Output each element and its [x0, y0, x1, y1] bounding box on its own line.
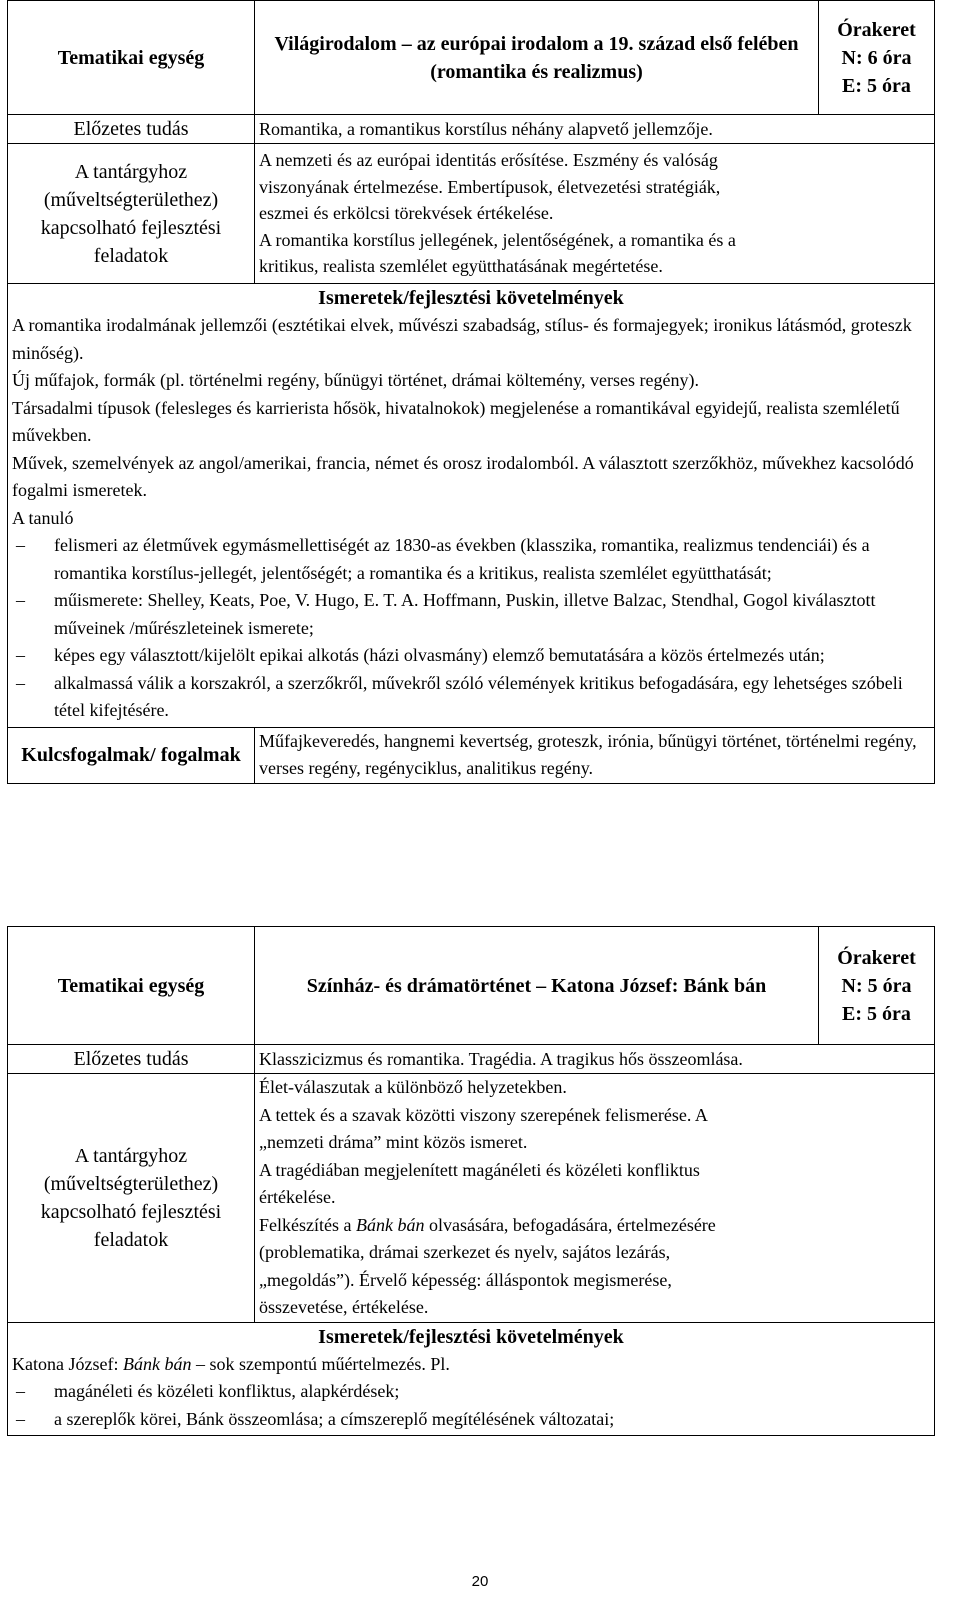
- paragraph: Társadalmi típusok (felesleges és karrierista hősök, hivatalnokok) megjelenése a romantikával egyidejű, realista szemléletű művekben.: [12, 397, 900, 445]
- list-item: [12, 670, 930, 725]
- list-item-text: felismeri az életművek egymásmellettiségét az 1830-as években (klasszika, romantika, realizmus tendenciái) és a romantika korstílus-jellegét, jelentőségét; a romantika és a kritikus, realista szemlélet együtthatását;: [54, 535, 870, 583]
- prior-knowledge-label: Előzetes tudás: [8, 1045, 255, 1074]
- dash-bullet: –: [16, 590, 25, 610]
- hours-title: Órakeret: [837, 946, 916, 969]
- prior-knowledge-label: Előzetes tudás: [8, 115, 255, 144]
- text-line: A romantika korstílus jellegének, jelentőségének, a romantika és a: [259, 229, 736, 250]
- dash-bullet: –: [16, 1408, 25, 1429]
- table-world-literature: [7, 0, 935, 784]
- text-line: A nemzeti és az európai identitás erősítése. Eszmény és valóság: [259, 150, 718, 171]
- section-head-row: [8, 284, 935, 313]
- key-concepts-row: [8, 727, 935, 783]
- list-item: [12, 642, 930, 670]
- key-concepts-label: Kulcsfogalmak/ fogalmak: [8, 727, 255, 783]
- section-heading: Ismeretek/fejlesztési követelmények: [8, 284, 935, 313]
- development-tasks-label: A tantárgyhoz (műveltségterülethez) kapcsolható fejlesztési feladatok: [8, 144, 255, 284]
- hours-n: N: 5 óra: [841, 974, 912, 997]
- list-item: [12, 587, 930, 642]
- dash-bullet: –: [16, 672, 25, 693]
- thematic-unit-label: Tematikai egység: [8, 1, 255, 115]
- list-item: [12, 1378, 930, 1406]
- prior-knowledge-text: Klasszicizmus és romantika. Tragédia. A tragikus hős összeomlása.: [255, 1045, 935, 1074]
- text-line: „nemzeti dráma” mint közös ismeret.: [259, 1132, 528, 1152]
- development-tasks-row: [8, 1074, 935, 1323]
- list-item-text: képes egy választott/kijelölt epikai alkotás (házi olvasmány) elemző bemutatására a közös értelmezés után;: [54, 645, 825, 665]
- page-number: 20: [471, 1573, 489, 1590]
- list-item: [12, 532, 930, 587]
- section-heading: Ismeretek/fejlesztési követelmények: [8, 1322, 935, 1351]
- prior-knowledge-text: Romantika, a romantikus korstílus néhány alapvető jellemzője.: [255, 115, 935, 144]
- work-title: Bánk bán: [355, 1214, 425, 1235]
- header-row: [8, 927, 935, 1045]
- prior-knowledge-row: [8, 1045, 935, 1074]
- dash-bullet: –: [16, 1381, 25, 1401]
- text-line: „megoldás”). Érvelő képesség: álláspontok megismerése,: [259, 1269, 672, 1290]
- paragraph: Művek, szemelvények az angol/amerikai, francia, német és orosz irodalomból. A választott szerzőkhöz, művekhez kacsolódó fogalmi ismeretek.: [12, 452, 914, 500]
- prior-knowledge-row: [8, 115, 935, 144]
- thematic-unit-title: Világirodalom – az európai irodalom a 19. század első felében (romantika és realizmus): [255, 1, 819, 115]
- hours-n: N: 6 óra: [841, 46, 912, 69]
- text-line: Élet-válaszutak a különböző helyzetekben.: [259, 1077, 567, 1097]
- paragraph: A tanuló: [12, 507, 74, 528]
- text-line: A tragédiában megjelenített magánéleti és közéleti konfliktus: [259, 1159, 700, 1180]
- text-line: kritikus, realista szemlélet együtthatásának megértetése.: [259, 256, 663, 277]
- hours-cell: [819, 1, 935, 115]
- paragraph: A romantika irodalmának jellemzői (esztétikai elvek, művészi szabadság, stílus- és formajegyek; ironikus látásmód, groteszk minőség).: [12, 315, 912, 363]
- requirements-row: [8, 312, 935, 727]
- text-span: Felkészítés a: [259, 1214, 356, 1235]
- dash-bullet: –: [16, 645, 25, 665]
- list-item: [12, 1406, 930, 1434]
- work-title: Bánk bán: [122, 1353, 192, 1374]
- thematic-unit-label: Tematikai egység: [8, 927, 255, 1045]
- hours-cell: [819, 927, 935, 1045]
- text-line: eszmei és erkölcsi törekvések értékelése.: [259, 203, 554, 224]
- thematic-unit-title: Színház- és drámatörténet – Katona József: Bánk bán: [255, 927, 819, 1045]
- table-drama-history: [7, 926, 935, 1436]
- requirements-block: [8, 312, 935, 727]
- text-line: [259, 1212, 930, 1240]
- text-span: – sok szempontú műértelmezés. Pl.: [191, 1353, 450, 1374]
- requirements-row: [8, 1351, 935, 1436]
- hours-e: E: 5 óra: [842, 74, 911, 97]
- dash-bullet: –: [16, 535, 25, 555]
- development-tasks-row: [8, 144, 935, 284]
- list-item-text: műismerete: Shelley, Keats, Poe, V. Hugo, E. T. A. Hoffmann, Puskin, illetve Balzac, Stendhal, Gogol kiválasztott műveinek /műrészleteinek ismerete;: [54, 590, 876, 638]
- text-line: értékelése.: [259, 1187, 336, 1207]
- paragraph: [12, 1351, 930, 1379]
- text-line: (problematika, drámai szerkezet és nyelv, sajátos lezárás,: [259, 1242, 671, 1262]
- requirements-block: [8, 1351, 935, 1436]
- paragraph: Új műfajok, formák (pl. történelmi regény, bűnügyi történet, drámai költemény, verses regény).: [12, 370, 699, 390]
- text-line: viszonyának értelmezése. Embertípusok, életvezetési stratégiák,: [259, 176, 721, 197]
- development-tasks-text: [255, 1074, 935, 1323]
- text-line: összevetése, értékelése.: [259, 1297, 429, 1317]
- hours-e: E: 5 óra: [842, 1002, 911, 1025]
- text-line: A tettek és a szavak közötti viszony szerepének felismerése. A: [259, 1104, 708, 1125]
- header-row: [8, 1, 935, 115]
- hours-title: Órakeret: [837, 18, 916, 41]
- key-concepts-text: Műfajkeveredés, hangnemi kevertség, groteszk, irónia, bűnügyi történet, történelmi regény, verses regény, regényciklus, analitikus regény.: [255, 727, 935, 783]
- development-tasks-label: A tantárgyhoz (műveltségterülethez) kapcsolható fejlesztési feladatok: [8, 1074, 255, 1323]
- list-item-text: a szereplők körei, Bánk összeomlása; a címszereplő megítélésének változatai;: [54, 1408, 615, 1429]
- text-span: olvasására, befogadására, értelmezésére: [424, 1214, 716, 1235]
- list-item-text: magánéleti és közéleti konfliktus, alapkérdések;: [54, 1381, 400, 1401]
- text-span: Katona József:: [12, 1353, 123, 1374]
- section-head-row: [8, 1322, 935, 1351]
- list-item-text: alkalmassá válik a korszakról, a szerzőkről, művekről szóló vélemények kritikus befogadására, egy lehetséges szóbeli tétel kifejtésére.: [54, 672, 903, 720]
- development-tasks-text: [255, 144, 935, 284]
